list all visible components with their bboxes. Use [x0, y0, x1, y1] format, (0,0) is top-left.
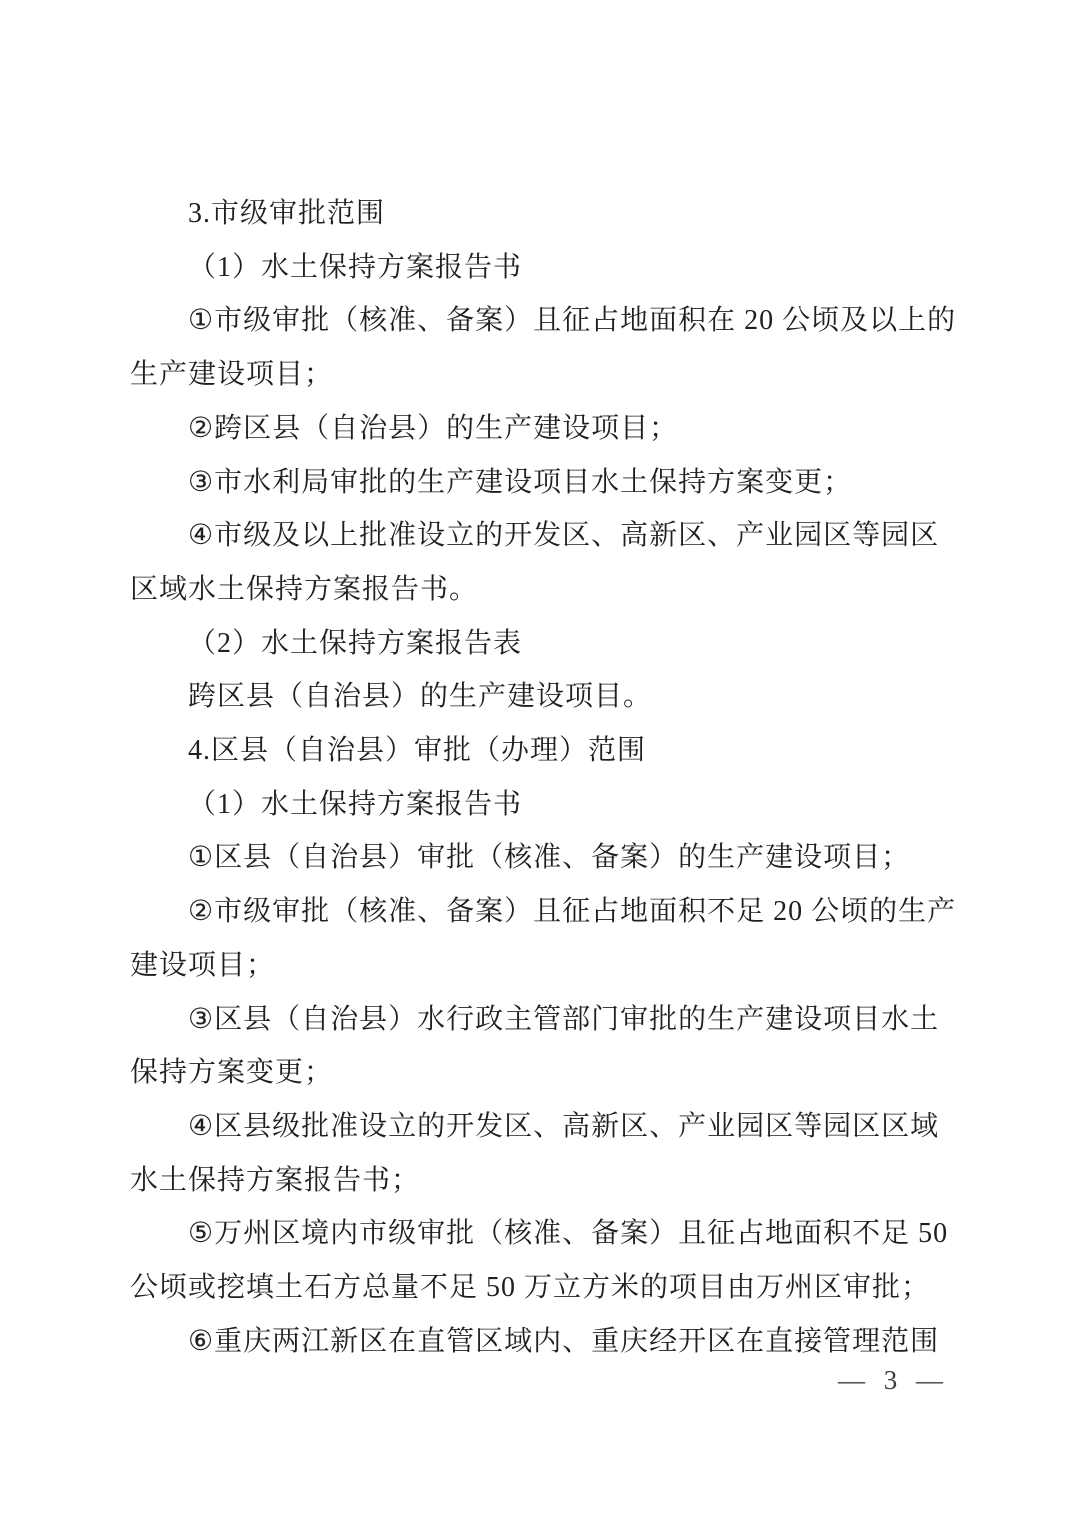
text-line: ①市级审批（核准、备案）且征占地面积在 20 公顷及以上的	[188, 305, 957, 337]
text-line: ⑥重庆两江新区在直管区域内、重庆经开区在直接管理范围	[188, 1325, 940, 1357]
text-line: ②市级审批（核准、备案）且征占地面积不足 20 公顷的生产	[188, 896, 957, 928]
text-line: 保持方案变更；	[130, 1057, 334, 1089]
text-line: ④区县级批准设立的开发区、高新区、产业园区等园区区域	[188, 1110, 940, 1142]
text-line: 公顷或挖填土石方总量不足 50 万立方米的项目由万州区审批；	[130, 1272, 931, 1304]
text-line: （1）水土保持方案报告书	[188, 251, 523, 283]
text-line: ②跨区县（自治县）的生产建设项目；	[188, 412, 679, 444]
text-line: （2）水土保持方案报告表	[188, 627, 523, 659]
text-line: ⑤万州区境内市级审批（核准、备案）且征占地面积不足 50	[188, 1218, 949, 1250]
heading-item-4: 4.区县（自治县）审批（办理）范围	[188, 735, 647, 767]
text-line: ④市级及以上批准设立的开发区、高新区、产业园区等园区	[188, 520, 940, 552]
text-line: ①区县（自治县）审批（核准、备案）的生产建设项目；	[188, 842, 911, 874]
page-number: — 3 —	[838, 1365, 945, 1395]
text-line: 跨区县（自治县）的生产建设项目。	[188, 681, 653, 713]
text-line: ③区县（自治县）水行政主管部门审批的生产建设项目水土	[188, 1003, 940, 1035]
document-body	[130, 187, 1010, 1368]
text-line: 水土保持方案报告书；	[130, 1164, 421, 1196]
text-line: ③市水利局审批的生产建设项目水土保持方案变更；	[188, 466, 853, 498]
heading-item-3: 3.市级审批范围	[188, 198, 386, 229]
text-line: （1）水土保持方案报告书	[188, 788, 523, 820]
text-line: 建设项目；	[130, 949, 276, 981]
text-line: 生产建设项目；	[130, 359, 334, 391]
text-line: 区域水土保持方案报告书。	[130, 573, 479, 605]
